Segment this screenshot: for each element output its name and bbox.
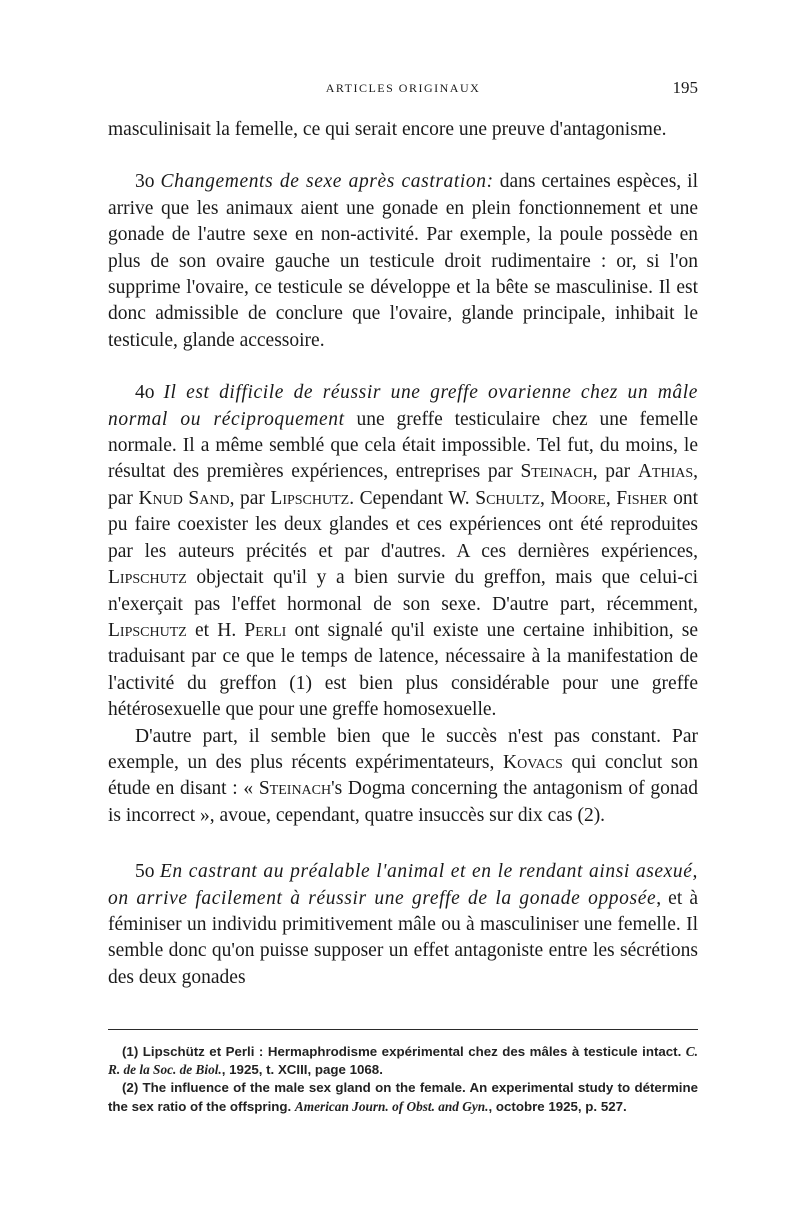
author-name: Kovacs <box>503 751 563 773</box>
author-name: Fisher <box>616 487 668 509</box>
footnote-rule <box>108 1029 698 1030</box>
paragraph-2: 3o Changements de sexe après castration: dans certaines espèces, il arrive que les animaux aient une gonade en plein fonctionnement et une gonade de l'autre sexe en non-activité. Par exemple, la poule possède en plus de son ovaire gauche un testicule droit rudimentaire : or, si l'on supprime l'ovaire, ce testicule se développe et la bête se masculinise. Il est donc admissible de conclure que l'ovaire, glande principale, inhibait le testicule, glande accessoire. <box>108 171 698 351</box>
author-name: Moore <box>550 487 606 509</box>
author-name: Perli <box>244 619 287 641</box>
body-text <box>108 117 698 991</box>
author-name: Lipschutz <box>108 619 187 641</box>
footnotes <box>108 1043 698 1116</box>
author-name: Lipschutz <box>270 487 350 509</box>
author-name: Lipschütz <box>142 1044 205 1059</box>
page-number: 195 <box>672 78 698 97</box>
author-name: Lipschutz <box>108 567 187 589</box>
journal-title: C. R. de la Soc. de Biol. <box>108 1044 698 1078</box>
page-header <box>108 78 698 100</box>
running-title: ARTICLES ORIGINAUX <box>325 81 481 95</box>
author-name: Knud Sand <box>138 487 230 509</box>
footnote-1: (1) Lipschütz et Perli : Hermaphrodisme expérimental chez des mâles à testicule intact. C. R. de la Soc. de Biol., 1925, t. XCIII, page 1068. <box>108 1044 698 1078</box>
item-heading-4: Il est difficile de réussir une greffe ovarienne chez un mâle normal ou réciproquement <box>108 382 699 430</box>
journal-title: American Journ. of Obst. and Gyn. <box>294 1098 489 1114</box>
author-name: Athias <box>637 461 694 483</box>
author-name: Schultz <box>475 487 540 509</box>
paragraph-5: 5o En castrant au préalable l'animal et en le rendant ainsi asexué, on arrive facilement à réussir une greffe de la gonade opposée, et à féminiser un individu primitivement mâle ou à masculiniser une femelle. Il semble donc qu'on puisse supposer un effet antagoniste entre les sécrétions des deux gonades <box>108 861 699 988</box>
item-heading-5: En castrant au préalable l'animal et en le rendant ainsi asexué, on arrive facilement à réussir une greffe de la gonade opposée <box>108 861 699 909</box>
footnote-2: (2) The influence of the male sex gland on the female. An experimental study to détermine the sex ratio of the offspring. American Journ. of Obst. and Gyn., octobre 1925, p. 527. <box>108 1080 698 1114</box>
paragraph-4: D'autre part, il semble bien que le succès n'est pas constant. Par exemple, un des plus récents expérimentateurs, Kovacs qui conclut son étude en disant : « Steinach's Dogma concerning the antagonism of gonad is incorrect », avoue, cependant, quatre insuccès sur dix cas (2). <box>108 725 698 826</box>
item-number-3: 3o <box>135 171 155 193</box>
paragraph-1: masculinisait la femelle, ce qui serait encore une preuve d'antagonisme. <box>108 119 667 140</box>
item-heading-3: Changements de sexe après castration: <box>160 171 494 193</box>
author-name: Steinach <box>258 778 332 800</box>
item-number-5: 5o <box>135 861 155 883</box>
author-name: Steinach <box>520 461 593 483</box>
author-name: Perli <box>225 1044 255 1059</box>
paragraph-3: 4o Il est difficile de réussir une greffe ovarienne chez un mâle normal ou réciproquement une greffe testiculaire chez une femelle normale. Il a même semblé que cela était impossible. Tel fut, du moins, le résultat des premières expériences, entreprises par Steinach, par Athias, par Knud Sand, par Lipschutz. Cependant W. Schultz, Moore, Fisher ont pu faire coexister les deux glandes et ces expériences ont été reproduites par les auteurs précités et par d'autres. A ces dernières expériences, Lipschutz objectait qu'il y a bien survie du greffon, mais que celui-ci n'exerçait pas l'effet hormonal de son sexe. D'autre part, récemment, Lipschutz et H. Perli ont signalé qu'il existe une certaine inhibition, se traduisant par ce que le temps de latence, nécessaire à la manifestation de l'activité du greffon (1) est bien plus considérable pour une greffe hétérosexuelle que pour une greffe homosexuelle. <box>108 382 699 721</box>
item-number-4: 4o <box>135 382 155 404</box>
